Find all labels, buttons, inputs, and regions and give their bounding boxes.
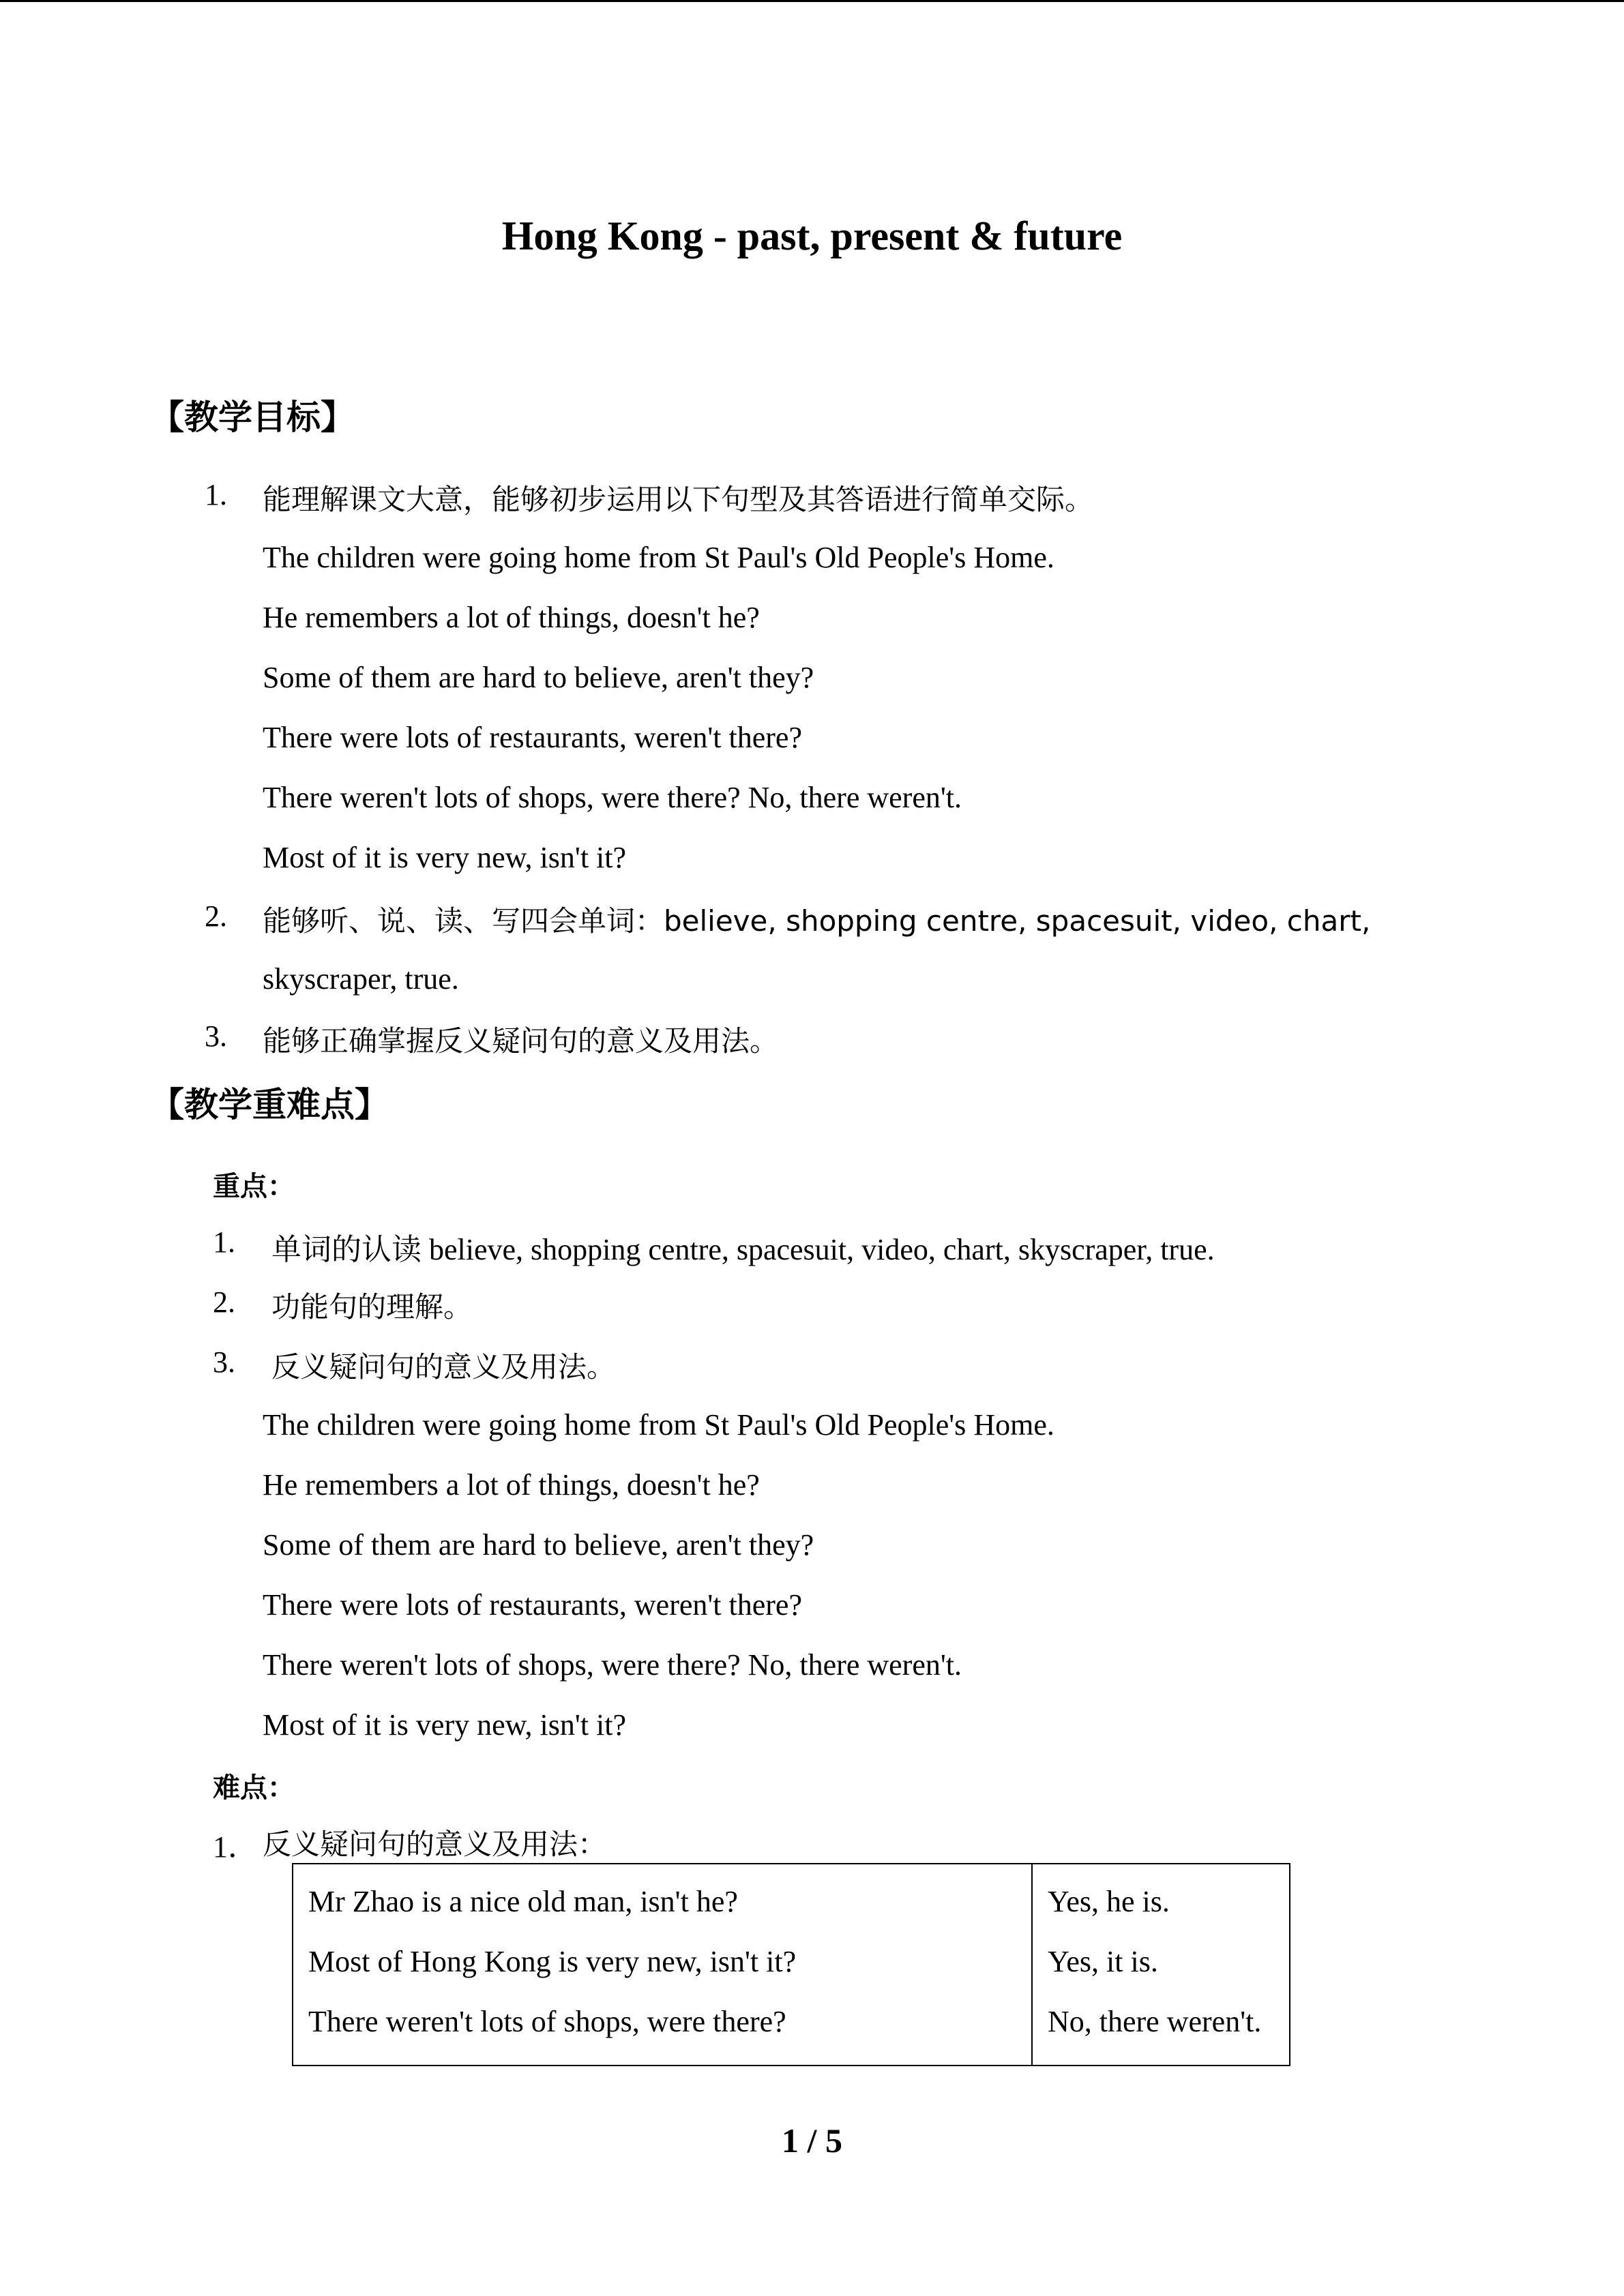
objective-sentence: He remembers a lot of things, doesn't he? [263, 601, 760, 634]
focus-label: 重点： [213, 1171, 295, 1202]
objective-number-1: 1. [205, 478, 227, 511]
objective-text-3: 能够正确掌握反义疑问句的意义及用法。 [263, 1024, 779, 1058]
table-answer: Yes, he is. [1048, 1885, 1170, 1918]
section-heading-key-points: 【教学重难点】 [150, 1085, 389, 1124]
difficulty-text-1: 反义疑问句的意义及用法： [263, 1828, 607, 1861]
objective-sentence: There were lots of restaurants, weren't there? [263, 721, 802, 754]
table-answer: Yes, it is. [1048, 1945, 1158, 1978]
table-question: There weren't lots of shops, were there? [308, 2005, 786, 2038]
answer-column [1032, 1864, 1290, 2066]
key-sentence: The children were going home from St Paul's Old People's Home. [263, 1408, 1054, 1442]
document-title: Hong Kong - past, present & future [501, 213, 1123, 258]
focus-number-2: 2. [213, 1285, 235, 1319]
objective-number-2: 2. [205, 899, 227, 933]
objective-sentence: The children were going home from St Paul's Old People's Home. [263, 541, 1054, 574]
objective-text-2: 能够听、说、读、写四会单词：believe, shopping centre, spacesuit, video, chart, [263, 904, 1371, 938]
objective-number-3: 3. [205, 1019, 227, 1053]
question-column [293, 1864, 1032, 2066]
key-sentence: He remembers a lot of things, doesn't he? [263, 1468, 760, 1502]
section-heading-objectives: 【教学目标】 [150, 398, 355, 437]
objective-sentence: Most of it is very new, isn't it? [263, 841, 627, 874]
objective-sentence: There weren't lots of shops, were there? No, there weren't. [263, 781, 962, 814]
top-border [0, 0, 1624, 2]
objective-text-2-continuation: skyscraper, true. [263, 962, 459, 996]
page-number: 1 / 5 [782, 2121, 842, 2160]
table-question: Mr Zhao is a nice old man, isn't he? [308, 1885, 738, 1918]
focus-text-2: 功能句的理解。 [271, 1290, 473, 1324]
focus-number-1: 1. [213, 1225, 235, 1259]
table-question: Most of Hong Kong is very new, isn't it? [308, 1945, 797, 1978]
objective-text-1: 能理解课文大意，能够初步运用以下句型及其答语进行简单交际。 [263, 483, 1094, 516]
key-sentence: There were lots of restaurants, weren't there? [263, 1588, 802, 1622]
difficulty-label: 难点： [213, 1772, 295, 1804]
key-sentence: Most of it is very new, isn't it? [263, 1708, 627, 1742]
key-sentence: Some of them are hard to believe, aren't they? [263, 1528, 814, 1562]
focus-text-3: 反义疑问句的意义及用法。 [271, 1350, 616, 1384]
focus-text-1: 单词的认读 believe, shopping centre, spacesuit, video, chart, skyscraper, true. [271, 1233, 1215, 1266]
objective-sentence: Some of them are hard to believe, aren't they? [263, 661, 814, 694]
difficulty-number-1: 1． [213, 1830, 258, 1864]
tag-question-table [292, 1863, 1290, 2066]
key-sentence: There weren't lots of shops, were there? No, there weren't. [263, 1648, 962, 1682]
focus-number-3: 3. [213, 1345, 235, 1379]
table-answer: No, there weren't. [1048, 2005, 1262, 2038]
